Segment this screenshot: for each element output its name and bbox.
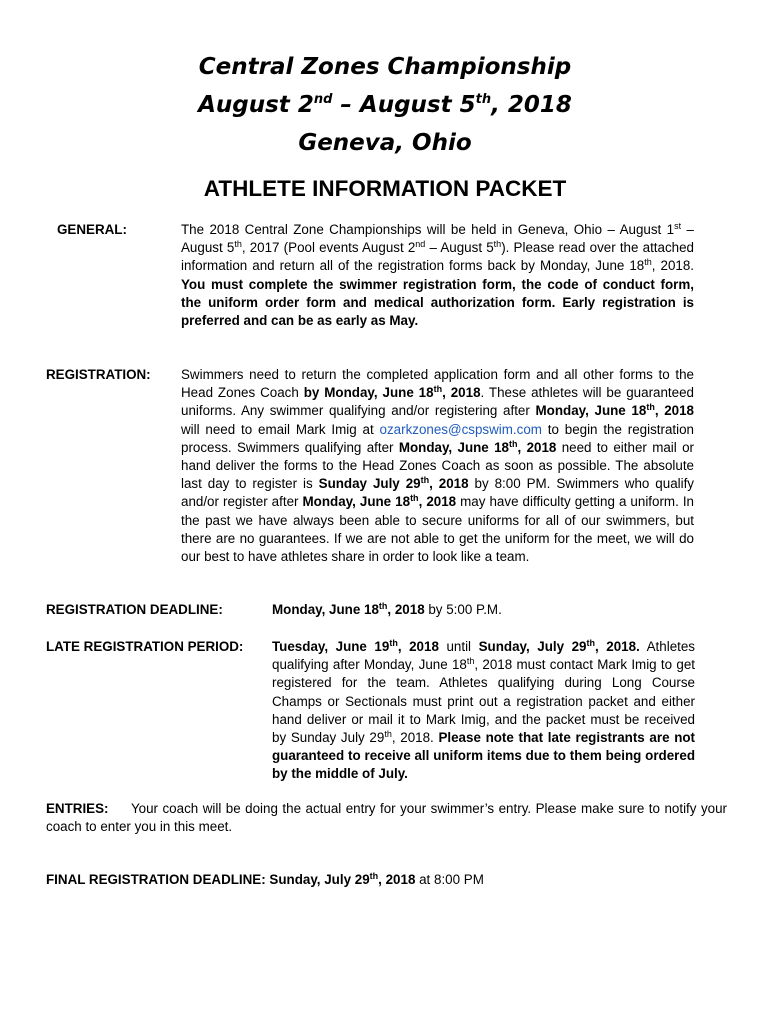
late-registration-paragraph: Tuesday, June 19th, 2018 until Sunday, July 29th, 2018. Athletes qualifying after Monday, June 18th, 2018 must contact Mark Imig to get registered for the team. Athletes qualifying during Long Course Champs or Sectionals must print out a registration packet and either hand deliver or mail it to Mark Imig, and the packet must be received by Sunday July 29th, 2018. Please note that late registrants are not guaranteed to receive all uniform items due to them being ordered by the middle of July. <box>272 638 696 782</box>
general-label: GENERAL: <box>57 222 127 237</box>
final-deadline: FINAL REGISTRATION DEADLINE: Sunday, July 29th, 2018 at 8:00 PM <box>46 871 484 887</box>
entries-paragraph: ENTRIES: Your coach will be doing the actual entry for your swimmer’s entry. Please make sure to notify your coach to enter you in this meet. <box>46 801 727 835</box>
registration-paragraph: Swimmers need to return the completed application form and all other forms to the Head Zones Coach by Monday, June 18th, 2018. These athletes will be guaranteed uniforms. Any swimmer qualifying and/or registering after Monday, June 18th, 2018 will need to email Mark Imig at ozarkzones@cspswim.com to begin the registration process. Swimmers qualifying after Monday, June 18th, 2018 need to either mail or hand deliver the forms to the Head Zones Coach as soon as possible. The absolute last day to register is Sunday July 29th, 2018 by 8:00 PM. Swimmers who qualify and/or register after Monday, June 18th, 2018 may have difficulty getting a uniform. In the past we have always been able to secure uniforms for all of our swimmers, but there are no guarantees. If we are not able to get the uniform for the meet, we will do our best to have athletes share in order to look like a team. <box>181 367 695 565</box>
document-title <box>0 48 770 162</box>
deadline-label: REGISTRATION DEADLINE: <box>46 602 223 617</box>
title-event-dates: August 2nd – August 5th, 2018 <box>198 92 572 118</box>
title-event-name: Central Zones Championship <box>198 54 572 80</box>
late-registration-label: LATE REGISTRATION PERIOD: <box>46 639 244 654</box>
deadline-value: Monday, June 18th, 2018 by 5:00 P.M. <box>272 601 502 617</box>
packet-heading: ATHLETE INFORMATION PACKET <box>203 176 567 201</box>
registration-label: REGISTRATION: <box>46 367 151 382</box>
title-location: Geneva, Ohio <box>298 130 472 156</box>
entries-label: ENTRIES: <box>46 801 109 816</box>
email-link[interactable]: ozarkzones@cspswim.com <box>379 421 542 437</box>
general-paragraph: The 2018 Central Zone Championships will be held in Geneva, Ohio – August 1st – August 5th, 2017 (Pool events August 2nd – August 5th). Please read over the attached information and return all of the registration forms back by Monday, June 18th, 2018. You must complete the swimmer registration form, the code of conduct form, the uniform order form and medical authorization form. Early registration is preferred and can be as early as May. <box>181 221 695 329</box>
